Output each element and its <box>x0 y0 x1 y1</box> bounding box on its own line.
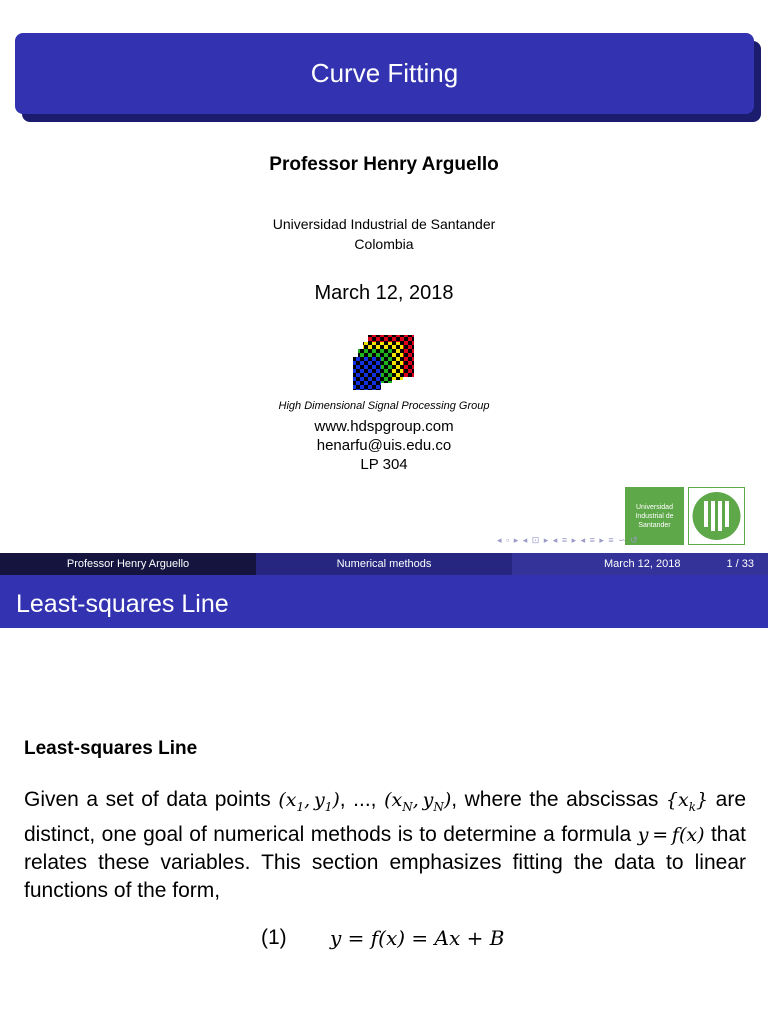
uis-logo-line-3: Santander <box>638 521 671 529</box>
footer-page-number: 1 / 33 <box>726 558 754 570</box>
body-text-part: , ..., <box>339 788 385 811</box>
block-title: Least-squares Line <box>24 738 198 759</box>
slide-title-box <box>15 33 754 114</box>
footer-course: Numerical methods <box>256 553 512 575</box>
author-name: Professor Henry Arguello <box>269 154 499 175</box>
footer-author: Professor Henry Arguello <box>0 553 256 575</box>
equation-body: y = f(x) = Ax + B <box>330 926 505 950</box>
presentation-date: March 12, 2018 <box>314 282 454 304</box>
equation-number: (1) <box>261 926 287 949</box>
frame-title: Least-squares Line <box>0 575 768 628</box>
beamer-navigation-icons[interactable]: ◂ ▫ ▸ ◂ ⊡ ▸ ◂ ≡ ▸ ◂ ≡ ▸ ≡ ∽ ↺ <box>497 535 639 545</box>
website-link[interactable]: www.hdspgroup.com <box>314 418 454 435</box>
body-text-part: , where the abscissas <box>451 788 666 811</box>
research-group-name: High Dimensional Signal Processing Group <box>278 400 490 412</box>
body-paragraph <box>24 786 746 905</box>
hdsp-group-logo <box>352 333 416 393</box>
email-link[interactable]: henarfu@uis.edu.co <box>316 437 452 454</box>
slide-title: Curve Fitting <box>310 58 459 88</box>
math-abscissas: $\{x_k\}$ <box>665 789 709 814</box>
office-number: LP 304 <box>360 456 408 473</box>
uis-logo-line-2: Industrial de <box>635 512 674 520</box>
body-text-part: are distinct, one goal of numerical methods is to determine a formula <box>24 788 747 846</box>
math-formula: y = f(x) <box>637 823 705 846</box>
footer-date: March 12, 2018 <box>604 558 681 570</box>
body-text-part: Given a set of data points <box>24 788 279 811</box>
math-point-first: ($x_1$, $y_1$) <box>278 789 340 814</box>
slide-footer <box>0 553 768 575</box>
institution: Universidad Industrial de Santander <box>272 216 496 232</box>
country: Colombia <box>354 236 414 252</box>
contact-info <box>0 417 768 474</box>
body-text-part: that relates these variables. This section emphasizes fitting the data to linear functions of the form, <box>24 822 746 902</box>
math-point-last: ($x_N$, $y_N$) <box>384 789 452 814</box>
uis-logo-line-1: Universidad <box>636 503 673 511</box>
affiliation <box>0 214 768 254</box>
uis-emblem-logo <box>688 487 745 545</box>
footer-right <box>512 553 768 575</box>
